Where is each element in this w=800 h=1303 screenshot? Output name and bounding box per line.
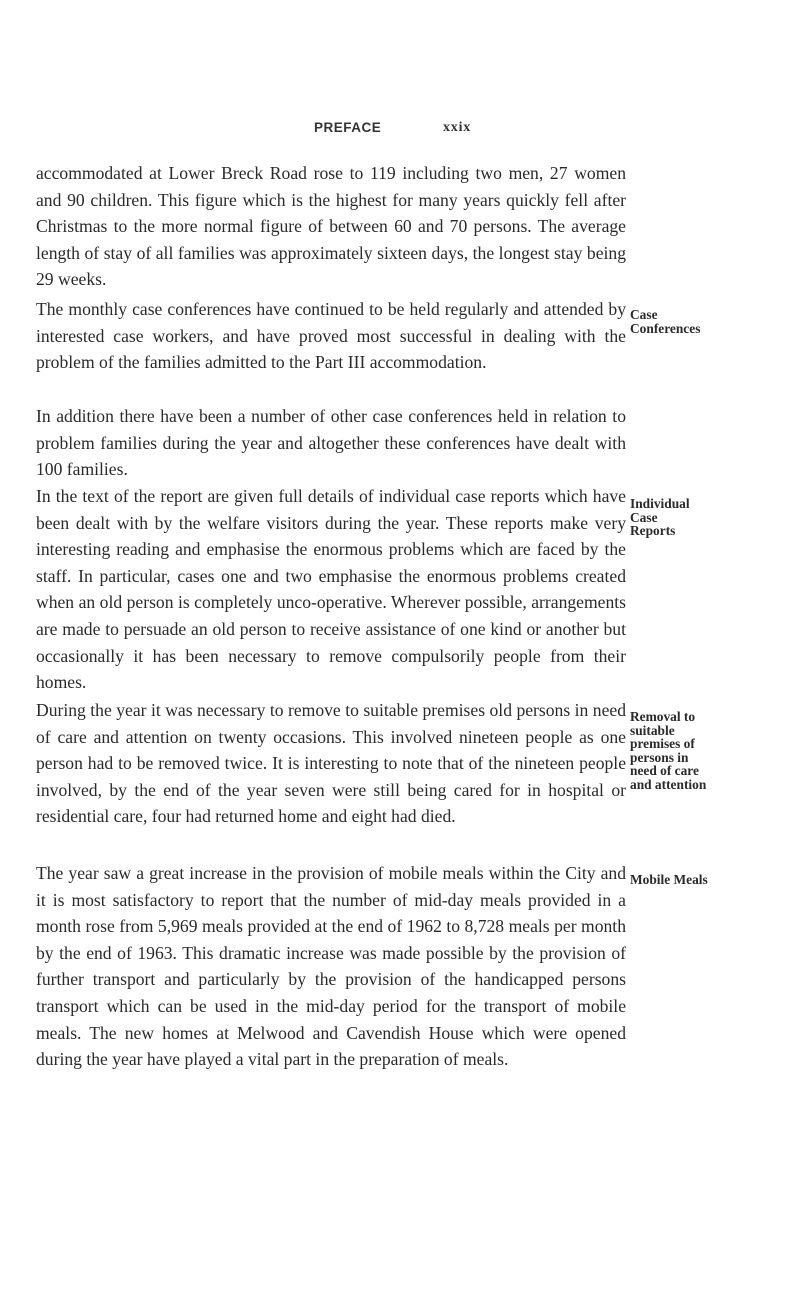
- page-title: PREFACE: [314, 120, 382, 135]
- margin-note-individual-case-reports: Individual Case Reports: [630, 496, 690, 539]
- page-header: [0, 120, 800, 140]
- paragraph-case-conferences: The monthly case conferences have continued to be held regularly and attended by interested case workers, and have proved most successful in dealing with the problem of the families admitted to the Part III accommodation.: [36, 299, 626, 373]
- paragraph-individual-case-reports: In the text of the report are given full details of individual case reports which have been dealt with by the welfare visitors during the year. These reports make very interesting reading and emphasise the enormous problems which are faced by the staff. In particular, cases one and two emphasise the enormous problems created when an old person is completely unco-operative. Wherever possible, arrangements are made to persuade an old person to receive assistance of one kind or another but occasionally it has been necessary to remove compulsorily people from their homes.: [36, 486, 626, 693]
- paragraph-lower-breck-road: accommodated at Lower Breck Road rose to 119 including two men, 27 women and 90 children. This figure which is the highest for many years quickly fell after Christmas to the more normal figure of between 60 and 70 persons. The average length of stay of all families was approximately sixteen days, the longest stay being 29 weeks.: [36, 163, 626, 290]
- paragraph-other-conferences: In addition there have been a number of other case conferences held in relation to problem families during the year and altogether these conferences have dealt with 100 families.: [36, 406, 626, 480]
- paragraph-removal-of-persons: During the year it was necessary to remove to suitable premises old persons in need of care and attention on twenty occasions. This involved nineteen people as one person had to be removed twice. It is interesting to note that of the nineteen people involved, by the end of the year seven were still being cared for in hospital or residential care, four had returned home and eight had died.: [36, 700, 626, 827]
- margin-note-mobile-meals: Mobile Meals: [630, 872, 708, 887]
- margin-note-removal: Removal to suitable premises of persons in need of care and attention: [630, 709, 707, 792]
- page-number: xxix: [443, 120, 472, 135]
- margin-note-case-conferences: Case Conferences: [630, 307, 701, 336]
- paragraph-mobile-meals: The year saw a great increase in the provision of mobile meals within the City and it is most satisfactory to report that the number of mid-day meals provided in a month rose from 5,969 meals provided at the end of 1962 to 8,728 meals per month by the end of 1963. This dramatic increase was made possible by the provision of further transport and particularly by the provision of the handicapped persons transport which can be used in the mid-day period for the transport of mobile meals. The new homes at Melwood and Cavendish House which were opened during the year have played a vital part in the preparation of meals.: [36, 863, 626, 1070]
